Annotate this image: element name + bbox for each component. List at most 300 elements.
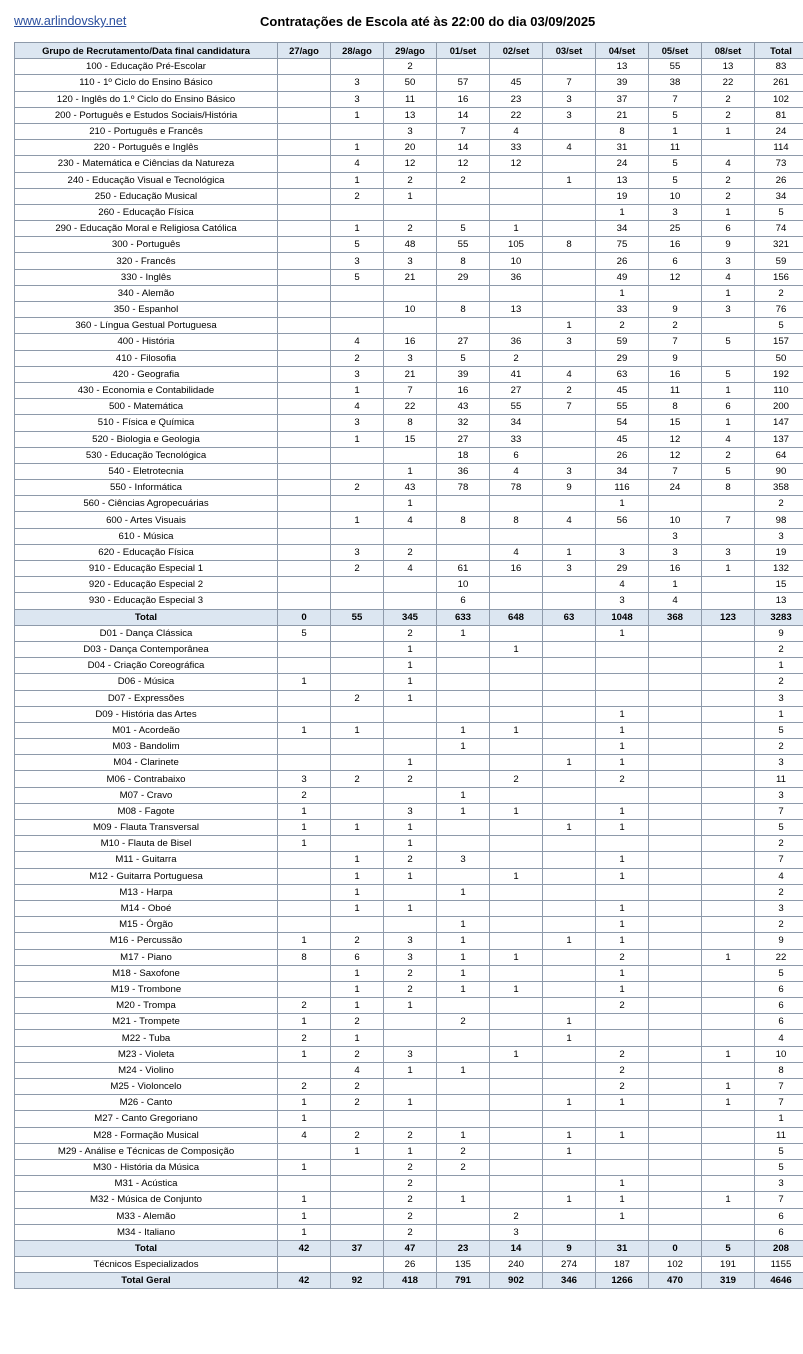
cell-value: 55 bbox=[437, 237, 490, 253]
cell-value: 3 bbox=[384, 803, 437, 819]
cell-value bbox=[649, 820, 702, 836]
cell-value bbox=[384, 1014, 437, 1030]
cell-value: 1 bbox=[278, 803, 331, 819]
cell-value: 1 bbox=[331, 172, 384, 188]
cell-value: 5 bbox=[755, 1159, 803, 1175]
cell-value bbox=[278, 253, 331, 269]
table-row bbox=[15, 382, 803, 398]
cell-value: 3 bbox=[702, 302, 755, 318]
table-row bbox=[15, 1159, 803, 1175]
row-label: M30 - História da Música bbox=[15, 1159, 278, 1175]
cell-value: 9 bbox=[649, 350, 702, 366]
cell-value: 321 bbox=[755, 237, 803, 253]
table-row bbox=[15, 933, 803, 949]
cell-value: 8 bbox=[702, 480, 755, 496]
cell-value bbox=[649, 496, 702, 512]
row-label: D09 - História das Artes bbox=[15, 706, 278, 722]
cell-value: 5 bbox=[702, 463, 755, 479]
table-row bbox=[15, 75, 803, 91]
table-row bbox=[15, 399, 803, 415]
cell-value bbox=[331, 674, 384, 690]
cell-value: 4 bbox=[490, 463, 543, 479]
cell-value bbox=[278, 382, 331, 398]
row-label: Total Geral bbox=[15, 1273, 278, 1289]
cell-value bbox=[278, 917, 331, 933]
cell-value bbox=[649, 755, 702, 771]
table-row bbox=[15, 998, 803, 1014]
cell-value bbox=[278, 285, 331, 301]
cell-value bbox=[490, 998, 543, 1014]
cell-value bbox=[702, 998, 755, 1014]
cell-value bbox=[278, 302, 331, 318]
cell-value: 1048 bbox=[596, 609, 649, 625]
cell-value: 3 bbox=[384, 949, 437, 965]
site-link[interactable]: www.arlindovsky.net bbox=[14, 14, 127, 28]
cell-value bbox=[702, 528, 755, 544]
cell-value: 1 bbox=[490, 803, 543, 819]
cell-value: 1 bbox=[384, 463, 437, 479]
cell-value bbox=[490, 755, 543, 771]
cell-value: 19 bbox=[596, 188, 649, 204]
cell-value bbox=[331, 787, 384, 803]
cell-value: 1 bbox=[702, 382, 755, 398]
row-label: D01 - Dança Clássica bbox=[15, 625, 278, 641]
cell-value bbox=[437, 1208, 490, 1224]
page-header bbox=[14, 10, 789, 32]
cell-value: 110 bbox=[755, 382, 803, 398]
cell-value bbox=[649, 1095, 702, 1111]
row-label: 930 - Educação Especial 3 bbox=[15, 593, 278, 609]
cell-value: 1 bbox=[437, 739, 490, 755]
cell-value: 1 bbox=[649, 577, 702, 593]
table-row bbox=[15, 641, 803, 657]
cell-value: 2 bbox=[384, 221, 437, 237]
row-label: Total bbox=[15, 1240, 278, 1256]
cell-value: 261 bbox=[755, 75, 803, 91]
cell-value: 2 bbox=[384, 1159, 437, 1175]
cell-value: 2 bbox=[755, 285, 803, 301]
cell-value: 1 bbox=[596, 933, 649, 949]
cell-value: 1 bbox=[543, 1143, 596, 1159]
table-row bbox=[15, 156, 803, 172]
cell-value bbox=[437, 188, 490, 204]
cell-value bbox=[437, 706, 490, 722]
cell-value: 2 bbox=[331, 1127, 384, 1143]
cell-value: 74 bbox=[755, 221, 803, 237]
table-row bbox=[15, 690, 803, 706]
cell-value bbox=[278, 156, 331, 172]
cell-value bbox=[543, 431, 596, 447]
cell-value bbox=[702, 706, 755, 722]
cell-value: 10 bbox=[755, 1046, 803, 1062]
cell-value: 0 bbox=[649, 1240, 702, 1256]
cell-value: 1 bbox=[331, 981, 384, 997]
table-row bbox=[15, 204, 803, 220]
cell-value: 37 bbox=[331, 1240, 384, 1256]
cell-value: 6 bbox=[755, 981, 803, 997]
cell-value bbox=[331, 302, 384, 318]
cell-value bbox=[278, 528, 331, 544]
cell-value: 1 bbox=[702, 123, 755, 139]
cell-value: 39 bbox=[596, 75, 649, 91]
cell-value bbox=[649, 787, 702, 803]
row-label: 400 - História bbox=[15, 334, 278, 350]
contract-table bbox=[14, 42, 803, 1289]
cell-value bbox=[543, 253, 596, 269]
column-header-10: Total bbox=[755, 43, 803, 59]
column-header-5: 02/set bbox=[490, 43, 543, 59]
cell-value bbox=[490, 1127, 543, 1143]
cell-value: 1 bbox=[331, 884, 384, 900]
cell-value bbox=[278, 852, 331, 868]
cell-value: 2 bbox=[331, 1095, 384, 1111]
cell-value bbox=[702, 674, 755, 690]
row-label: M24 - Violino bbox=[15, 1062, 278, 1078]
cell-value bbox=[543, 625, 596, 641]
cell-value bbox=[490, 1176, 543, 1192]
row-label: 240 - Educação Visual e Tecnológica bbox=[15, 172, 278, 188]
cell-value: 114 bbox=[755, 140, 803, 156]
cell-value: 1 bbox=[596, 204, 649, 220]
cell-value: 8 bbox=[437, 302, 490, 318]
cell-value: 2 bbox=[278, 787, 331, 803]
row-label: M22 - Tuba bbox=[15, 1030, 278, 1046]
cell-value bbox=[702, 900, 755, 916]
cell-value: 57 bbox=[437, 75, 490, 91]
cell-value: 1 bbox=[596, 625, 649, 641]
cell-value: 2 bbox=[437, 1143, 490, 1159]
cell-value bbox=[278, 480, 331, 496]
cell-value bbox=[331, 1159, 384, 1175]
cell-value: 648 bbox=[490, 609, 543, 625]
cell-value: 92 bbox=[331, 1273, 384, 1289]
cell-value: 2 bbox=[755, 641, 803, 657]
row-label: M32 - Música de Conjunto bbox=[15, 1192, 278, 1208]
row-label: D06 - Música bbox=[15, 674, 278, 690]
cell-value bbox=[649, 690, 702, 706]
cell-value bbox=[543, 156, 596, 172]
cell-value: 54 bbox=[596, 415, 649, 431]
cell-value bbox=[490, 965, 543, 981]
cell-value: 3 bbox=[543, 561, 596, 577]
table-grand-total-row bbox=[15, 1273, 803, 1289]
cell-value: 1 bbox=[596, 496, 649, 512]
cell-value bbox=[702, 350, 755, 366]
cell-value bbox=[278, 544, 331, 560]
cell-value: 3 bbox=[384, 350, 437, 366]
cell-value: 1 bbox=[596, 1208, 649, 1224]
cell-value bbox=[278, 334, 331, 350]
cell-value: 1 bbox=[490, 221, 543, 237]
cell-value bbox=[543, 415, 596, 431]
cell-value bbox=[384, 722, 437, 738]
cell-value: 1 bbox=[702, 204, 755, 220]
cell-value: 3 bbox=[649, 528, 702, 544]
cell-value bbox=[490, 625, 543, 641]
cell-value bbox=[543, 1079, 596, 1095]
cell-value: 1 bbox=[596, 739, 649, 755]
cell-value: 3 bbox=[331, 253, 384, 269]
cell-value: 4 bbox=[331, 1062, 384, 1078]
cell-value bbox=[437, 1111, 490, 1127]
cell-value: 3 bbox=[702, 544, 755, 560]
cell-value: 2 bbox=[702, 447, 755, 463]
cell-value: 4 bbox=[331, 334, 384, 350]
cell-value bbox=[649, 900, 702, 916]
cell-value bbox=[702, 690, 755, 706]
cell-value: 78 bbox=[437, 480, 490, 496]
row-label: 350 - Espanhol bbox=[15, 302, 278, 318]
cell-value: 1 bbox=[384, 1095, 437, 1111]
cell-value bbox=[543, 803, 596, 819]
cell-value bbox=[490, 1030, 543, 1046]
cell-value: 2 bbox=[331, 1079, 384, 1095]
table-row bbox=[15, 1111, 803, 1127]
cell-value: 1 bbox=[702, 285, 755, 301]
cell-value bbox=[437, 59, 490, 75]
cell-value: 2 bbox=[384, 1127, 437, 1143]
cell-value: 27 bbox=[437, 431, 490, 447]
cell-value: 1 bbox=[437, 1062, 490, 1078]
cell-value: 47 bbox=[384, 1240, 437, 1256]
cell-value: 5 bbox=[755, 965, 803, 981]
cell-value bbox=[278, 204, 331, 220]
cell-value: 1 bbox=[331, 1143, 384, 1159]
cell-value bbox=[490, 1062, 543, 1078]
cell-value: 37 bbox=[596, 91, 649, 107]
cell-value bbox=[649, 949, 702, 965]
cell-value: 43 bbox=[437, 399, 490, 415]
cell-value bbox=[543, 771, 596, 787]
row-label: 530 - Educação Tecnológica bbox=[15, 447, 278, 463]
cell-value: 2 bbox=[331, 690, 384, 706]
row-label: 620 - Educação Física bbox=[15, 544, 278, 560]
cell-value bbox=[702, 884, 755, 900]
cell-value bbox=[490, 528, 543, 544]
cell-value: 2 bbox=[437, 1159, 490, 1175]
cell-value: 16 bbox=[649, 366, 702, 382]
cell-value: 3 bbox=[755, 787, 803, 803]
cell-value: 4 bbox=[490, 544, 543, 560]
cell-value: 34 bbox=[596, 463, 649, 479]
cell-value: 5 bbox=[437, 350, 490, 366]
cell-value bbox=[331, 1111, 384, 1127]
table-row bbox=[15, 1208, 803, 1224]
cell-value bbox=[543, 706, 596, 722]
table-row bbox=[15, 981, 803, 997]
cell-value: 8 bbox=[755, 1062, 803, 1078]
cell-value: 78 bbox=[490, 480, 543, 496]
cell-value: 1 bbox=[437, 1127, 490, 1143]
row-label: M20 - Trompa bbox=[15, 998, 278, 1014]
cell-value: 470 bbox=[649, 1273, 702, 1289]
cell-value: 29 bbox=[596, 350, 649, 366]
cell-value: 3 bbox=[490, 1224, 543, 1240]
cell-value: 1 bbox=[331, 820, 384, 836]
row-label: M31 - Acústica bbox=[15, 1176, 278, 1192]
cell-value bbox=[490, 1159, 543, 1175]
cell-value: 20 bbox=[384, 140, 437, 156]
cell-value: 1 bbox=[702, 561, 755, 577]
cell-value: 1 bbox=[384, 641, 437, 657]
row-label: 920 - Educação Especial 2 bbox=[15, 577, 278, 593]
cell-value bbox=[331, 1224, 384, 1240]
cell-value: 10 bbox=[384, 302, 437, 318]
cell-value: 4 bbox=[596, 577, 649, 593]
cell-value: 7 bbox=[649, 463, 702, 479]
cell-value: 0 bbox=[278, 609, 331, 625]
cell-value: 1 bbox=[384, 900, 437, 916]
cell-value: 116 bbox=[596, 480, 649, 496]
table-row bbox=[15, 59, 803, 75]
cell-value: 8 bbox=[278, 949, 331, 965]
cell-value bbox=[490, 852, 543, 868]
cell-value bbox=[649, 706, 702, 722]
cell-value: 2 bbox=[755, 496, 803, 512]
cell-value bbox=[278, 188, 331, 204]
cell-value bbox=[437, 1046, 490, 1062]
cell-value: 1 bbox=[702, 415, 755, 431]
row-label: 420 - Geografia bbox=[15, 366, 278, 382]
cell-value: 1 bbox=[490, 981, 543, 997]
cell-value: 3 bbox=[437, 852, 490, 868]
cell-value bbox=[437, 318, 490, 334]
cell-value bbox=[702, 1208, 755, 1224]
row-label: 560 - Ciências Agropecuárias bbox=[15, 496, 278, 512]
cell-value: 3 bbox=[543, 107, 596, 123]
cell-value: 42 bbox=[278, 1273, 331, 1289]
cell-value: 50 bbox=[384, 75, 437, 91]
cell-value: 21 bbox=[384, 366, 437, 382]
cell-value: 36 bbox=[490, 334, 543, 350]
cell-value: 1 bbox=[384, 820, 437, 836]
cell-value: 15 bbox=[649, 415, 702, 431]
row-label: Técnicos Especializados bbox=[15, 1257, 278, 1273]
cell-value bbox=[649, 1224, 702, 1240]
cell-value bbox=[490, 917, 543, 933]
cell-value bbox=[702, 739, 755, 755]
cell-value: 16 bbox=[649, 561, 702, 577]
cell-value: 1 bbox=[543, 933, 596, 949]
cell-value bbox=[649, 1208, 702, 1224]
cell-value: 2 bbox=[331, 1046, 384, 1062]
cell-value bbox=[649, 771, 702, 787]
cell-value bbox=[649, 933, 702, 949]
cell-value bbox=[649, 1079, 702, 1095]
cell-value: 2 bbox=[543, 382, 596, 398]
table-row bbox=[15, 803, 803, 819]
cell-value: 16 bbox=[437, 382, 490, 398]
cell-value: 22 bbox=[755, 949, 803, 965]
cell-value bbox=[278, 965, 331, 981]
cell-value: 368 bbox=[649, 609, 702, 625]
table-row bbox=[15, 1079, 803, 1095]
cell-value: 1 bbox=[331, 512, 384, 528]
table-row bbox=[15, 512, 803, 528]
table-row bbox=[15, 172, 803, 188]
cell-value: 7 bbox=[384, 382, 437, 398]
cell-value: 39 bbox=[437, 366, 490, 382]
row-label: M27 - Canto Gregoriano bbox=[15, 1111, 278, 1127]
cell-value: 14 bbox=[437, 140, 490, 156]
table-row bbox=[15, 674, 803, 690]
cell-value: 1 bbox=[384, 658, 437, 674]
cell-value: 274 bbox=[543, 1257, 596, 1273]
table-row bbox=[15, 334, 803, 350]
row-label: 290 - Educação Moral e Religiosa Católica bbox=[15, 221, 278, 237]
cell-value: 11 bbox=[384, 91, 437, 107]
cell-value: 2 bbox=[384, 1208, 437, 1224]
cell-value bbox=[543, 658, 596, 674]
row-label: M34 - Italiano bbox=[15, 1224, 278, 1240]
cell-value: 2 bbox=[596, 949, 649, 965]
cell-value bbox=[331, 658, 384, 674]
cell-value: 1 bbox=[278, 1014, 331, 1030]
cell-value: 791 bbox=[437, 1273, 490, 1289]
cell-value: 2 bbox=[702, 172, 755, 188]
cell-value bbox=[649, 836, 702, 852]
cell-value: 5 bbox=[755, 820, 803, 836]
cell-value: 1 bbox=[331, 431, 384, 447]
cell-value: 1 bbox=[543, 1014, 596, 1030]
cell-value: 192 bbox=[755, 366, 803, 382]
table-row bbox=[15, 884, 803, 900]
cell-value bbox=[702, 820, 755, 836]
cell-value: 147 bbox=[755, 415, 803, 431]
cell-value bbox=[702, 836, 755, 852]
table-row bbox=[15, 350, 803, 366]
cell-value bbox=[702, 1062, 755, 1078]
cell-value: 3 bbox=[331, 91, 384, 107]
row-label: M10 - Flauta de Bisel bbox=[15, 836, 278, 852]
cell-value: 2 bbox=[384, 771, 437, 787]
cell-value bbox=[437, 544, 490, 560]
cell-value: 1 bbox=[596, 803, 649, 819]
row-label: M11 - Guitarra bbox=[15, 852, 278, 868]
cell-value bbox=[437, 1224, 490, 1240]
cell-value bbox=[490, 318, 543, 334]
column-header-1: 27/ago bbox=[278, 43, 331, 59]
cell-value: 1 bbox=[331, 140, 384, 156]
cell-value bbox=[649, 1014, 702, 1030]
cell-value: 1 bbox=[596, 900, 649, 916]
cell-value: 3 bbox=[702, 253, 755, 269]
cell-value: 1 bbox=[384, 496, 437, 512]
cell-value: 19 bbox=[755, 544, 803, 560]
cell-value bbox=[490, 820, 543, 836]
cell-value: 6 bbox=[755, 1224, 803, 1240]
cell-value: 11 bbox=[755, 1127, 803, 1143]
cell-value bbox=[490, 593, 543, 609]
cell-value bbox=[384, 1111, 437, 1127]
cell-value: 1 bbox=[278, 1111, 331, 1127]
cell-value: 21 bbox=[596, 107, 649, 123]
table-row bbox=[15, 480, 803, 496]
cell-value bbox=[331, 917, 384, 933]
table-row bbox=[15, 755, 803, 771]
cell-value: 1 bbox=[437, 787, 490, 803]
cell-value: 2 bbox=[755, 884, 803, 900]
cell-value bbox=[331, 1208, 384, 1224]
cell-value: 1 bbox=[278, 1159, 331, 1175]
cell-value: 1 bbox=[437, 981, 490, 997]
cell-value bbox=[490, 706, 543, 722]
cell-value: 3 bbox=[596, 544, 649, 560]
cell-value: 2 bbox=[490, 771, 543, 787]
cell-value: 1 bbox=[543, 1127, 596, 1143]
cell-value bbox=[384, 577, 437, 593]
cell-value: 18 bbox=[437, 447, 490, 463]
